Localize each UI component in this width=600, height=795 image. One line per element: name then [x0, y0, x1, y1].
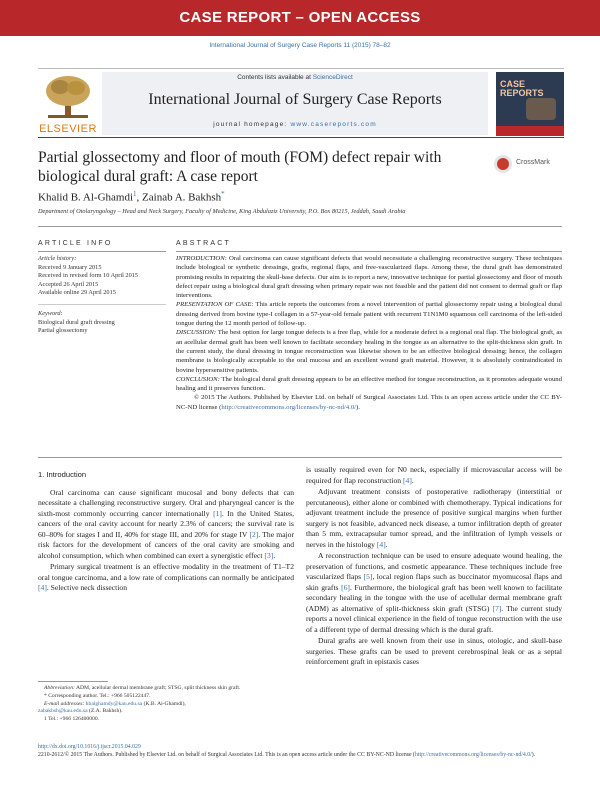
divider — [38, 251, 166, 252]
cover-title: CASE REPORTS — [500, 79, 544, 98]
case-report-banner: CASE REPORT – OPEN ACCESS — [0, 0, 600, 36]
keyword-item: Biological dural graft dressing — [38, 318, 115, 326]
abstract-introduction — [176, 254, 562, 300]
paragraph-text: . Selective neck dissection — [46, 583, 127, 592]
cover-bar — [496, 126, 564, 136]
cover-image — [526, 98, 556, 120]
reference-link[interactable]: [6] — [341, 582, 350, 592]
sciencedirect-link[interactable]: ScienceDirect — [312, 74, 353, 81]
divider — [38, 304, 166, 305]
contents-available-line — [102, 74, 488, 81]
paragraph — [38, 562, 294, 594]
doi-link[interactable]: http://dx.doi.org/10.1016/j.ijscr.2015.04.029 — [38, 744, 141, 750]
history-item: Received 9 January 2015 — [38, 263, 102, 271]
abstract-presentation — [176, 300, 562, 328]
paragraph-text: Primary surgical treatment is an effective modality in the treatment of T1–T2 oral tongue carcinoma, and a low rate of complications can normally be anticipated — [38, 562, 294, 582]
body-right-column — [306, 465, 562, 669]
abstract-text: The best option for large tongue defects is a free flap, while for a moderate defect is a regional oral flap. The biological graft, as an acellular dermal graft has been well known to facilitate secondary healing in the tongue as an alternative to the split-thickness skin graft. In the current study, the dural dressing in tongue reconstruction was likewise shown to be an effective biological dressing; hence, the collagen membrane is biologically acceptable to the oral mucosa and an excellent wound graft material. However, it is absolutely contraindicated in bovine hypersensitive patients. — [176, 329, 562, 374]
abbreviation-text: ADM, acellular dermal membrane graft; STSG, split thickness skin graft. — [74, 685, 241, 691]
paragraph-text: . Furthermore, the biological graft has been well known to facilitate secondary healing in the tongue with the use of acellular dermal membrane graft (ADM) as alternative of split-thickness skin graft (STSG) — [306, 582, 563, 613]
author-separator: , — [136, 191, 143, 204]
email-label: E-mail addresses: — [44, 700, 85, 707]
author-footnote-mark[interactable]: * — [221, 190, 225, 198]
history-item: Accepted 26 April 2015 — [38, 280, 99, 288]
keywords — [38, 310, 168, 336]
paragraph-text: Dural grafts are well known from their use in sinus, otologic, and skull-base surgeries. These grafts can be used to prevent cerebrospinal leak or as a septal reinforcement graft in epistaxis cases — [306, 636, 562, 666]
abbreviation-label: Abbreviation: — [44, 685, 75, 691]
divider — [176, 251, 562, 252]
license-link[interactable]: http://creativecommons.org/licenses/by-nc-nd/4.0/ — [414, 752, 532, 758]
paragraph-text: . — [385, 539, 388, 549]
journal-masthead — [38, 68, 564, 138]
footnotes — [38, 685, 298, 724]
paragraph-text: is usually required even for N0 neck, especially if microvascular access will be required for flap reconstruction — [306, 465, 562, 485]
reference-link[interactable]: [1] — [213, 508, 222, 518]
abstract-label: INTRODUCTION: — [176, 255, 227, 262]
homepage-prefix: journal homepage: — [213, 121, 291, 128]
paragraph — [306, 487, 562, 550]
paragraph — [306, 636, 562, 668]
reference-link[interactable]: [4] — [38, 583, 47, 592]
crossmark-badge[interactable] — [494, 154, 554, 176]
elsevier-wordmark: ELSEVIER — [39, 123, 97, 135]
elsevier-logo — [38, 73, 98, 137]
history-label: Article history: — [38, 255, 77, 262]
paragraph-text: . The current study reports a novel clinical experience in the field of tongue reconstruction with the use of a different type of dermal dressing which is the dural graft. — [306, 603, 562, 634]
email-link[interactable]: zabakhsh@kau.edu.sa — [38, 708, 88, 715]
abstract-heading: ABSTRACT — [176, 240, 231, 247]
abstract-text: The biological dural graft dressing appears to be an effective method for tongue reconstruction, as it promotes adequate wound healing and it preserves function. — [176, 375, 562, 393]
author-name[interactable]: Zainab A. Bakhsh — [142, 191, 222, 204]
email-link[interactable]: kbalghamdy@kau.edu.sa — [85, 700, 143, 707]
contents-prefix: Contents lists available at — [237, 74, 313, 81]
history-item: Available online 29 April 2015 — [38, 289, 116, 297]
reference-link[interactable]: [3] — [264, 550, 274, 560]
issn-license-line — [38, 751, 562, 759]
email-owner: (Z.A. Bakhsh). — [87, 708, 123, 715]
tel-note: 1 Tel.: +966 126400000. — [44, 716, 100, 723]
paragraph-text: , local region flaps such as buccinator myomucosal flaps and skin grafts — [306, 572, 562, 592]
footnote-divider — [38, 681, 108, 682]
paragraph-text: A reconstruction technique can be used to ensure adequate wound healing, the preservation of functions, and cosmetic appearance. These techniques include free vascularized flaps — [306, 551, 562, 581]
body-left-column — [38, 470, 294, 595]
crossmark-icon — [494, 155, 512, 173]
license-paren: ( — [413, 752, 415, 758]
author-affiliation: Department of Otolaryngology – Head and Neck Surgery, Faculty of Medicine, King Abdulaziz University, P.O. Box 80215, Jeddah, Saudi Arabia — [38, 208, 406, 215]
paragraph — [38, 488, 294, 562]
abstract-label: CONCLUSION: — [176, 375, 220, 383]
abstract-conclusion — [176, 375, 562, 394]
corresponding-author-note: * Corresponding author. Tel.: +966 505122447. — [44, 692, 151, 699]
keyword-item: Partial glossectomy — [38, 327, 88, 335]
article-title: Partial glossectomy and floor of mouth (FOM) defect repair with biological dural graft: A case report — [38, 149, 442, 185]
abstract-label: PRESENTATION OF CASE: — [176, 301, 254, 309]
reference-link[interactable]: [5] — [363, 572, 373, 581]
license-text: © 2015 The Authors. Published by Elsevier Ltd. on behalf of Surgical Associates Ltd. This is an open access article under the CC BY-NC-ND license ( — [176, 394, 562, 411]
crossmark-label: CrossMark — [516, 159, 550, 166]
article-bottom-info — [38, 743, 562, 759]
license-paren: ). — [531, 752, 536, 758]
abbreviation-note — [38, 685, 298, 693]
paragraph — [306, 551, 562, 635]
paragraph-text: Adjuvant treatment consists of postoperative radiotherapy (interstitial or percutaneous), either alone or combined with chemotherapy. Typical indications for adjuvant treatment include the presence of positive surgical margins when further surgery is not feasible, advanced neck disease, a tumor infiltration depth of greater than 5 mm, extracapsular tumor spread, and the infiltration of lymph vessels or nerves in the histology — [306, 487, 562, 549]
paragraph-text: . — [411, 475, 414, 485]
email-owner: (K.B. Al-Ghamdi), — [142, 700, 186, 707]
abstract-body — [176, 254, 562, 412]
paragraph-text: . In the United States, cancers of the oral cavity account for nearly 2.3% of cancers; the survival rate is 60–80% for stages I and II, 40% for stage III, and 20% for stage IV — [38, 508, 294, 539]
journal-cover-thumbnail — [496, 72, 564, 136]
abstract-text: This article reports the outcomes from a novel intervention of partial glossectomy repair using a biological dural dressing derived from bovine type-I collagen in a 57-year-old female patient with recurrent T1N1M0 squamous cell carcinoma of the left-sided tongue during the 12 month period of follow-up. — [176, 301, 563, 328]
journal-homepage-line — [102, 121, 488, 128]
reference-link[interactable]: [4] — [403, 475, 412, 485]
author-name[interactable]: Khalid B. Al-Ghamdi — [38, 191, 134, 204]
paragraph-text: . — [273, 550, 276, 560]
abstract-text: Oral carcinoma can cause significant defects that would necessitate a challenging reconstructive surgery. These techniques include biological or synthetic dressings, grafts, regional flaps, and free-vascularized flaps. Among these, the dural graft has demonstrated promising results in repairing the skull-base defects. Our aim is to report a new, innovative technique for partial glossectomy and floor of mouth defect repair using a biological dural graft dressing when primary repair was not feasible and the patient did not consent to dermal graft or flap interventions. — [176, 255, 562, 300]
paragraph — [306, 465, 562, 486]
elsevier-tree-icon — [38, 73, 98, 121]
abstract-license — [176, 393, 562, 412]
email-note — [38, 708, 298, 716]
article-history — [38, 255, 168, 298]
keyword-label: Keyword: — [38, 310, 63, 317]
article-info-heading: ARTICLE INFO — [38, 240, 113, 247]
author-list — [38, 190, 225, 204]
author-footnote-mark[interactable]: 1 — [133, 190, 137, 198]
reference-link[interactable]: [7] — [492, 603, 502, 613]
reference-link[interactable]: [2] — [249, 529, 259, 539]
history-item: Received in revised form 10 April 2015 — [38, 272, 139, 280]
section-heading-introduction: 1. Introduction — [38, 470, 87, 479]
paragraph-text: Oral carcinoma can cause significant mucosal and bony defects that can necessitate a challenging reconstructive surgery. Oral and pharyngeal cancer is the sixth-most commonly occurring cancer internationally — [38, 487, 294, 518]
license-link[interactable]: http://creativecommons.org/licenses/by-nc-nd/4.0/ — [221, 403, 357, 411]
journal-name: International Journal of Surgery Case Reports — [148, 91, 442, 108]
divider — [38, 457, 562, 458]
reference-link[interactable]: [4] — [376, 539, 386, 549]
journal-citation[interactable]: International Journal of Surgery Case Reports 11 (2015) 78–82 — [209, 42, 391, 49]
divider — [38, 226, 562, 227]
issn-text: 2210-2612/© 2015 The Authors. Published by Elsevier Ltd. on behalf of Surgical Associates Ltd. This is an open access article under the CC BY-NC-ND license — [38, 752, 412, 758]
homepage-link[interactable]: www.casereports.com — [290, 121, 377, 128]
abstract-discussion — [176, 328, 562, 374]
license-text-end: ). — [356, 403, 360, 411]
paragraph-text: . The major risk factors for the development of cancers of the oral cavity are smoking and alcohol consumption, which when combined can exert a synergistic effect — [38, 529, 295, 560]
abstract-label: DISCUSSION: — [176, 329, 217, 337]
